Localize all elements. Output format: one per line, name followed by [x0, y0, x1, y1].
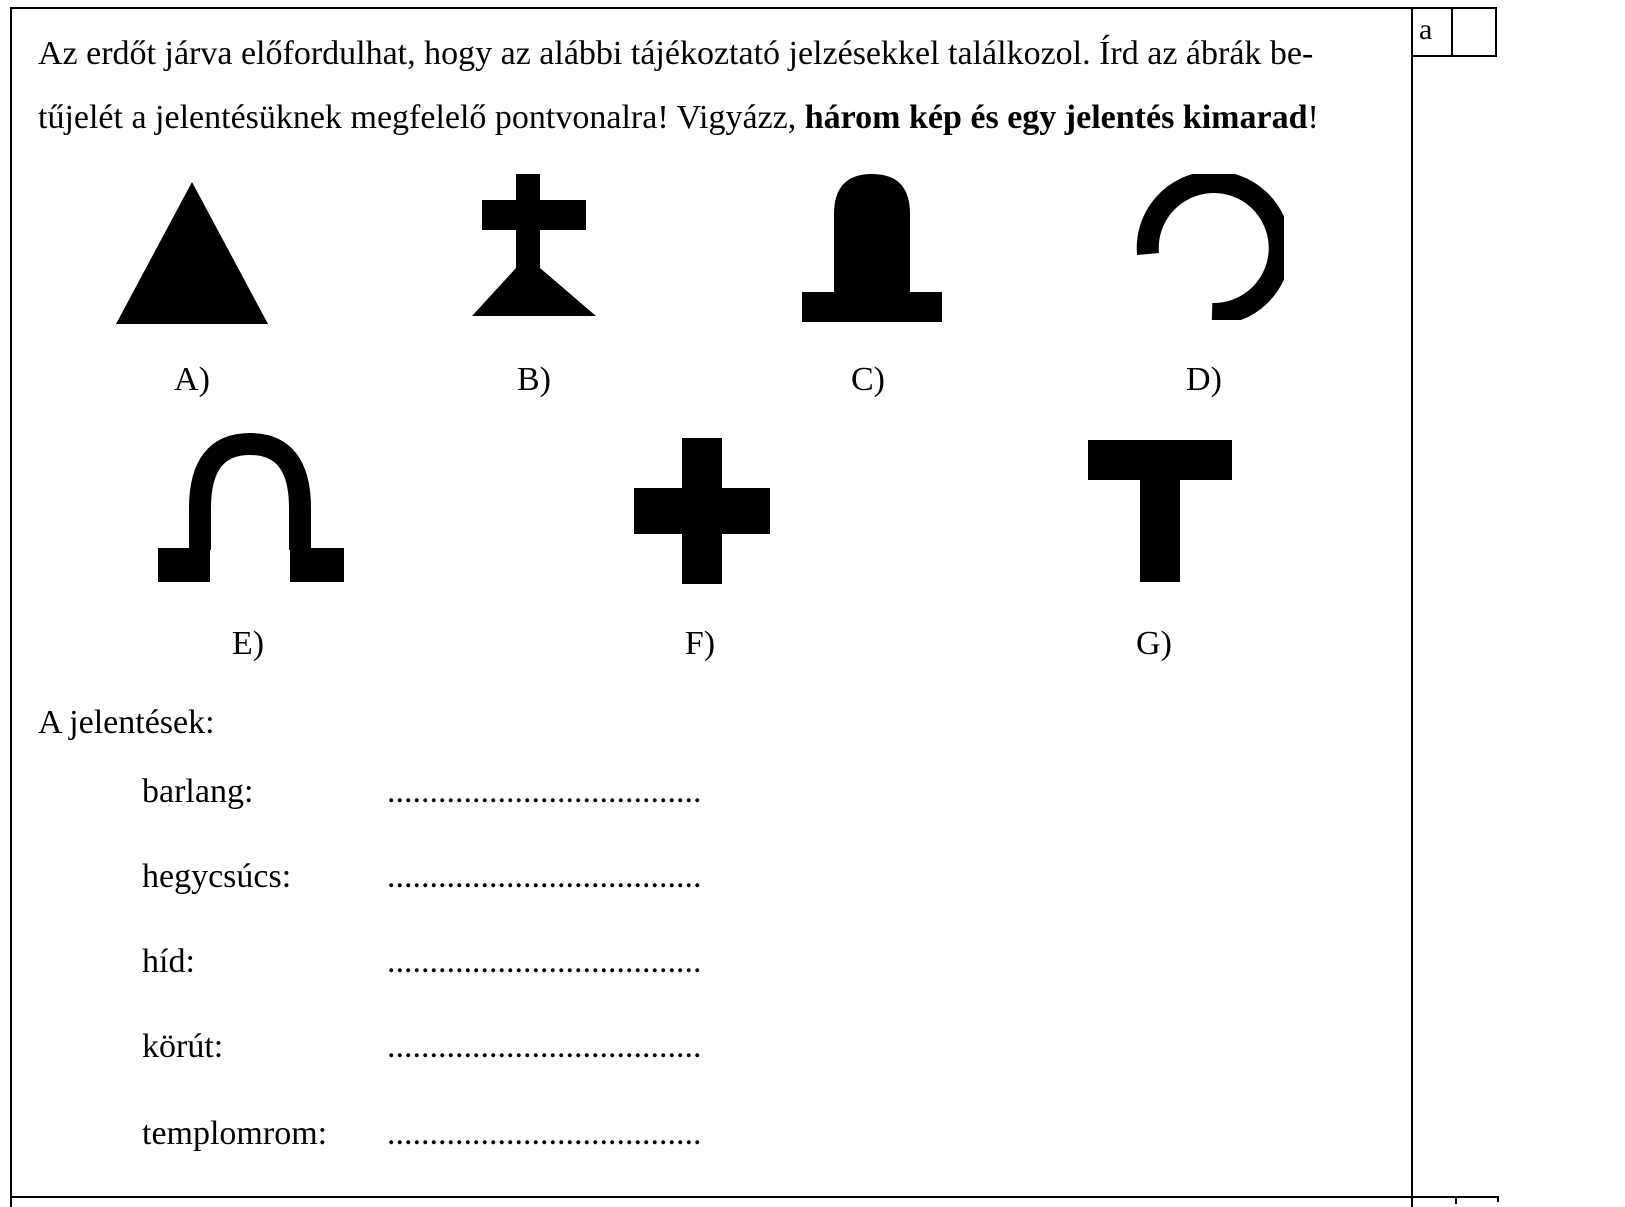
instructions-line-2 — [38, 86, 1408, 150]
instructions-text: tűjelét a jelentésüknek megfelelő pontvonalra! Vigyázz, — [38, 99, 805, 136]
meaning-row — [142, 1114, 702, 1154]
answer-line-korut[interactable]: ..................................... — [387, 1028, 702, 1065]
t-shape-icon — [1088, 440, 1232, 582]
plus-cross-icon — [634, 438, 770, 584]
answer-line-hegycsucs[interactable]: ..................................... — [387, 858, 702, 895]
symbol-label-g: G) — [1136, 625, 1172, 662]
meaning-row — [142, 942, 702, 982]
triangle-icon — [112, 180, 272, 326]
symbol-label-c: C) — [851, 361, 885, 398]
open-ring-icon — [1136, 174, 1284, 320]
symbol-label-e: E) — [231, 625, 265, 662]
answer-line-templomrom[interactable]: ..................................... — [387, 1115, 702, 1152]
meaning-row — [142, 857, 702, 897]
symbol-label-d: D) — [1186, 361, 1222, 398]
symbol-label-f: F) — [684, 625, 716, 662]
symbol-label-a: A) — [174, 361, 210, 398]
meaning-word: templomrom: — [142, 1115, 328, 1152]
meanings-title: A jelentések: — [38, 704, 215, 741]
task-instructions — [38, 22, 1408, 150]
score-label: a — [1411, 7, 1453, 57]
symbol-label-b: B) — [517, 361, 551, 398]
instructions-end: ! — [1307, 99, 1319, 136]
meaning-word: hegycsúcs: — [142, 858, 292, 895]
score-input[interactable] — [1453, 7, 1497, 57]
answer-line-hid[interactable]: ..................................... — [387, 943, 702, 980]
meaning-word: híd: — [142, 943, 195, 980]
instructions-line-1: Az erdőt járva előfordulhat, hogy az alábbi tájékoztató jelzésekkel találkozol. Írd az ábrák be- — [38, 35, 1314, 72]
meaning-word: barlang: — [142, 773, 254, 810]
bottom-rule — [10, 1196, 1413, 1198]
meaning-row — [142, 772, 702, 812]
answer-line-barlang[interactable]: ..................................... — [387, 773, 702, 810]
arch-on-base-icon — [802, 174, 942, 324]
instructions-emphasis: három kép és egy jelentés kimarad — [804, 99, 1308, 136]
score-box — [1411, 7, 1497, 57]
cross-on-mound-icon — [468, 174, 600, 316]
bridge-arch-icon — [158, 432, 344, 584]
meaning-row — [142, 1027, 702, 1067]
meaning-word: körút: — [142, 1028, 224, 1065]
